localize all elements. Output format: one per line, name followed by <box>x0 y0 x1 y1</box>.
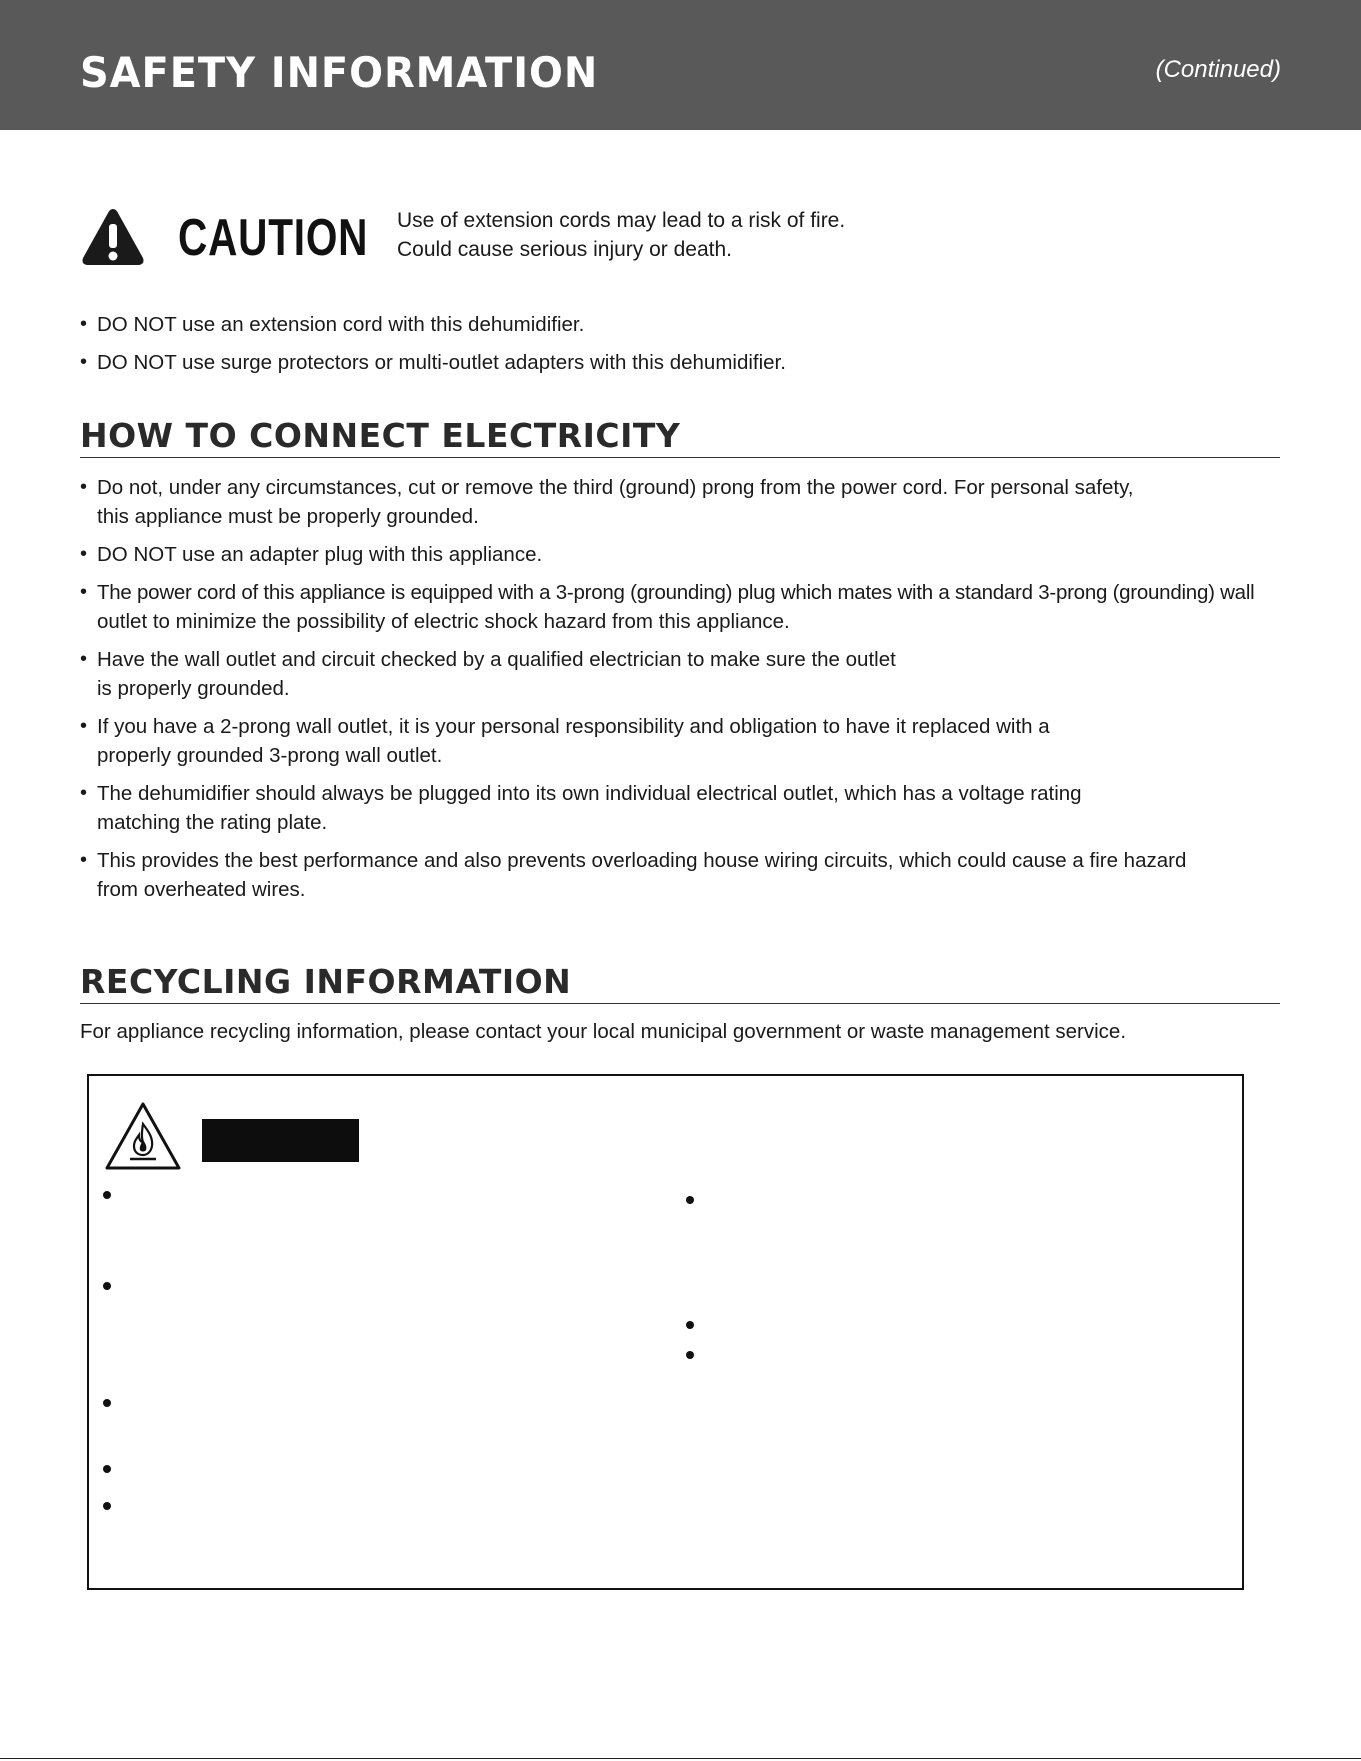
list-item <box>80 578 1254 636</box>
caution-bullet-list <box>80 310 786 386</box>
list-item-line: • Have the wall outlet and circuit checked by a qualified electrician to make sure the outlet <box>97 648 896 671</box>
redacted-label <box>202 1119 359 1162</box>
bullet-marker <box>686 1351 694 1359</box>
bullet-marker <box>686 1196 694 1204</box>
bullet-marker <box>103 1282 111 1290</box>
bullet-marker <box>103 1465 111 1473</box>
list-item <box>80 473 1254 531</box>
list-item <box>80 645 1254 703</box>
flammable-warning-icon <box>103 1100 183 1172</box>
caution-label: CAUTION <box>178 209 369 267</box>
list-item-line: this appliance must be properly grounded. <box>97 505 479 528</box>
header-bar <box>0 0 1361 130</box>
list-item-line: • If you have a 2-prong wall outlet, it is your personal responsibility and obligation to have it replaced with a <box>97 715 1050 738</box>
recycling-text: For appliance recycling information, please contact your local municipal government or waste management service. <box>80 1020 1127 1043</box>
caution-message-line: Use of extension cords may lead to a risk of fire. <box>397 209 846 232</box>
list-item-line: • The power cord of this appliance is equipped with a 3-prong (grounding) plug which mates with a standard 3-prong (grounding) wall <box>97 581 1255 604</box>
caution-message-line: Could cause serious injury or death. <box>397 238 733 261</box>
bullet-marker <box>103 1502 111 1510</box>
list-item-line: • The dehumidifier should always be plugged into its own individual electrical outlet, which has a voltage rating <box>97 782 1082 805</box>
page-bottom-rule <box>0 1758 1361 1759</box>
recycling-heading: RECYCLING INFORMATION <box>80 962 572 1001</box>
bullet-marker <box>103 1191 111 1199</box>
list-item-line: • This provides the best performance and also prevents overloading house wiring circuits, which could cause a fire hazard <box>97 849 1187 872</box>
list-item <box>80 846 1254 904</box>
list-item-line: • DO NOT use an adapter plug with this appliance. <box>97 543 543 566</box>
page-title: SAFETY INFORMATION <box>80 48 599 97</box>
section-divider <box>80 1003 1280 1004</box>
list-item: • DO NOT use an extension cord with this dehumidifier. <box>80 310 786 339</box>
list-item-line: is properly grounded. <box>97 677 290 700</box>
section-divider <box>80 457 1280 458</box>
list-item-line: from overheated wires. <box>97 878 306 901</box>
list-item <box>80 712 1254 770</box>
electricity-heading: HOW TO CONNECT ELECTRICITY <box>80 416 681 455</box>
electricity-bullet-list <box>80 473 1254 913</box>
caution-notice <box>80 204 980 274</box>
warning-triangle-icon <box>80 206 146 268</box>
flammable-warning-box <box>87 1074 1244 1590</box>
bullet-marker <box>686 1321 694 1329</box>
bullet-marker <box>103 1399 111 1407</box>
list-item: • DO NOT use surge protectors or multi-outlet adapters with this dehumidifier. <box>80 348 786 377</box>
list-item <box>80 540 1254 569</box>
caution-message <box>397 206 845 264</box>
list-item-line: properly grounded 3-prong wall outlet. <box>97 744 443 767</box>
list-item-line: • Do not, under any circumstances, cut or remove the third (ground) prong from the power cord. For personal safety, <box>97 476 1134 499</box>
list-item-line: outlet to minimize the possibility of electric shock hazard from this appliance. <box>97 610 790 633</box>
continued-label: (Continued) <box>1155 56 1281 83</box>
list-item <box>80 779 1254 837</box>
list-item-line: matching the rating plate. <box>97 811 328 834</box>
